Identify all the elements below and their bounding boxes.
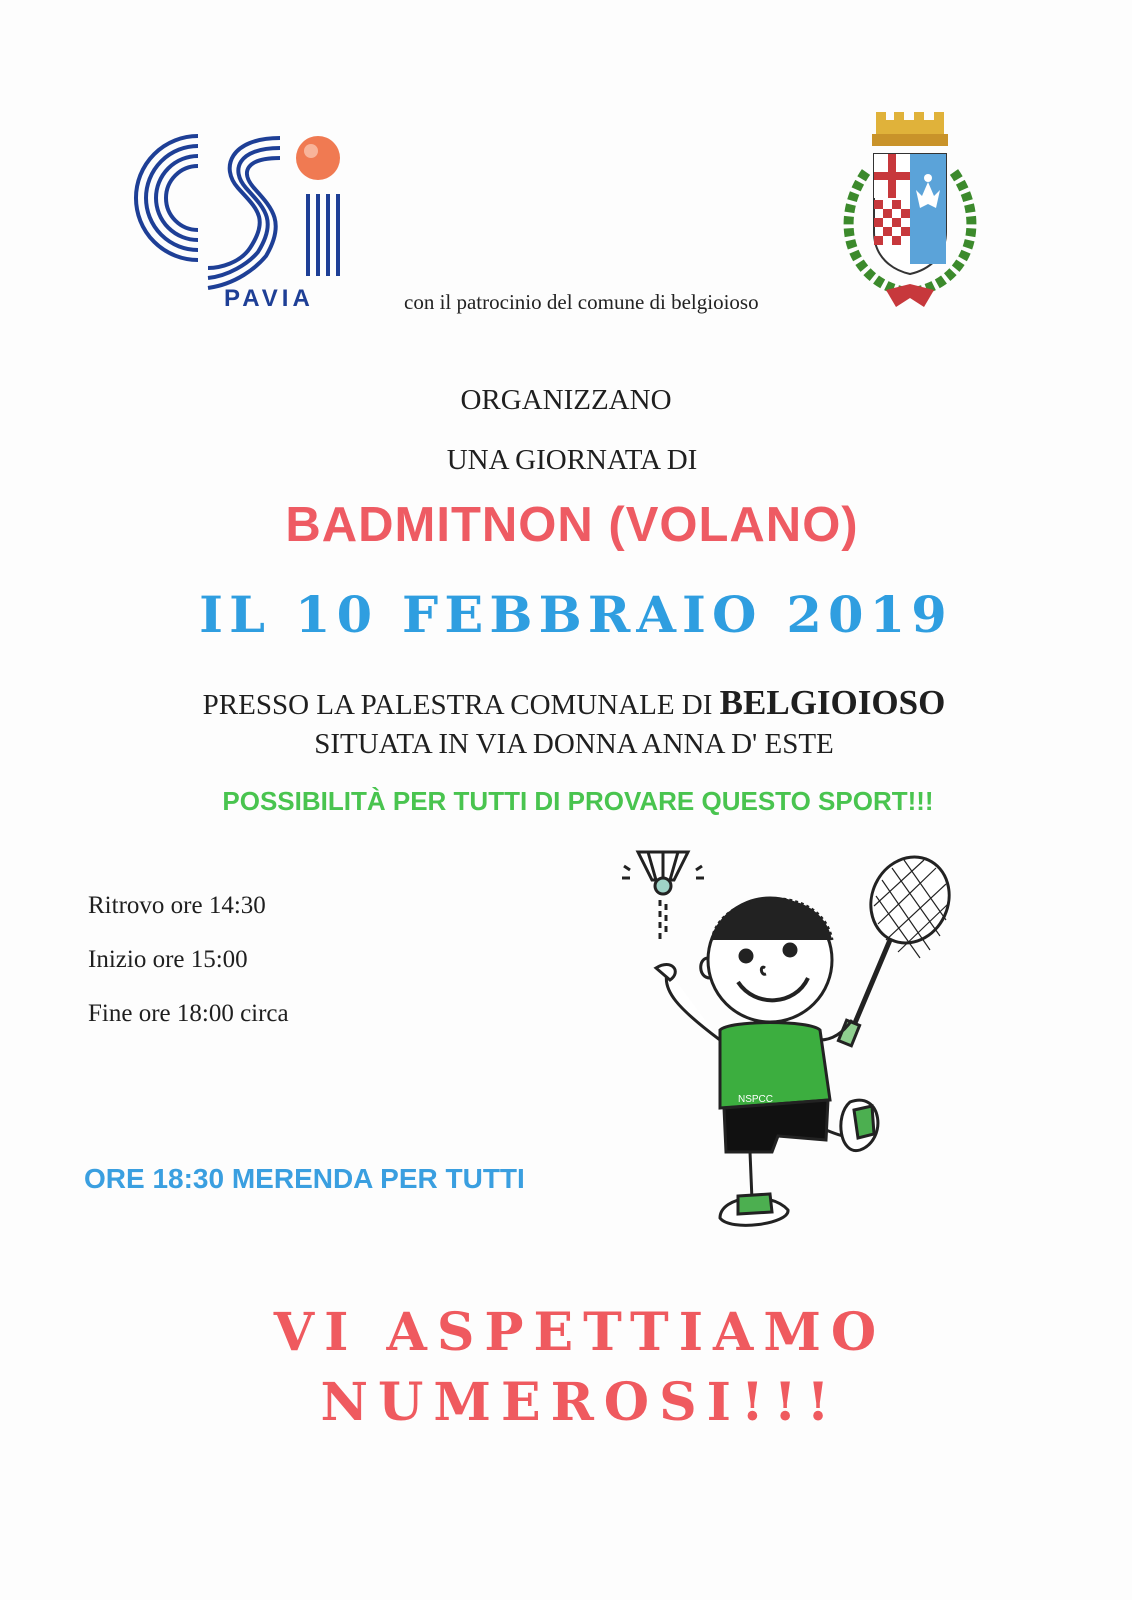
giornata-line: UNA GIORNATA DI (446, 444, 698, 476)
event-title: BADMITNON (VOLANO) (285, 498, 859, 552)
snack-text: ORE 18:30 MERENDA PER TUTTI (84, 1163, 525, 1194)
csi-pavia-logo (120, 128, 360, 318)
logo-pavia-text: PAVIA (224, 285, 314, 312)
venue-prefix: PRESSO LA PALESTRA COMUNALE DI (202, 689, 720, 721)
shirt-text: NSPCC (738, 1094, 774, 1105)
schedule-meetup: Ritrovo ore 14:30 (88, 892, 266, 919)
invite-text: POSSIBILITÀ PER TUTTI DI PROVARE QUESTO SPORT!!! (222, 786, 934, 816)
venue-line (8, 683, 1132, 723)
venue-town: BELGIOIOSO (719, 683, 946, 722)
badminton-kid-illustration (620, 840, 980, 1250)
patronage-text: con il patrocinio del comune di belgioioso (404, 290, 759, 314)
event-date: IL 10 FEBBRAIO 2019 (199, 585, 953, 644)
schedule-start: Inizio ore 15:00 (88, 946, 248, 973)
closing-line-2: NUMEROSI!!! (320, 1372, 840, 1433)
schedule-end: Fine ore 18:00 circa (88, 1000, 289, 1027)
closing-line-1: VI ASPETTIAMO (273, 1302, 887, 1363)
organizzano-line: ORGANIZZANO (460, 384, 672, 416)
venue-address: SITUATA IN VIA DONNA ANNA D' ESTE (314, 728, 834, 760)
belgioioso-crest (836, 112, 996, 327)
